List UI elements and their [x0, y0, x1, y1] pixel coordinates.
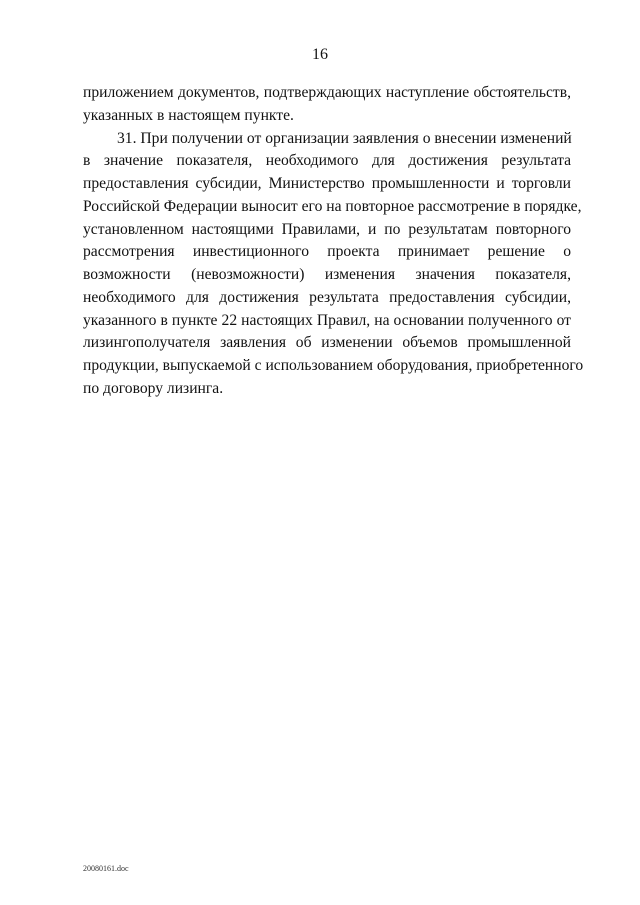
text-line: лизингополучателя заявления об изменении объемов промышленной	[83, 334, 571, 352]
page-number: 16	[312, 46, 328, 63]
text-line: приложением документов, подтверждающих наступление обстоятельств,	[83, 84, 571, 101]
text-line: возможности (невозможности) изменения значения показателя,	[83, 266, 571, 283]
text-line: указанного в пункте 22 настоящих Правил, на основании полученного от	[83, 311, 571, 329]
text-line: необходимого для достижения результата предоставления субсидии,	[83, 288, 571, 306]
text-line: 31. При получении от организации заявления о внесении изменений	[117, 129, 572, 147]
text-line: Российской Федерации выносит его на повторное рассмотрение в порядке,	[83, 197, 582, 215]
text-line: указанных в настоящем пункте.	[83, 106, 294, 124]
text-line: в значение показателя, необходимого для достижения результата	[83, 152, 571, 170]
text-line: продукции, выпускаемой с использованием оборудования, приобретенного	[83, 357, 584, 374]
text-line: рассмотрения инвестиционного проекта принимает решение о	[83, 243, 571, 261]
text-line: предоставления субсидии, Министерство промышленности и торговли	[83, 175, 571, 192]
document-filename: 20080161.doc	[83, 864, 129, 873]
text-line: установленном настоящими Правилами, и по результатам повторного	[83, 220, 571, 238]
text-line: по договору лизинга.	[83, 379, 224, 397]
